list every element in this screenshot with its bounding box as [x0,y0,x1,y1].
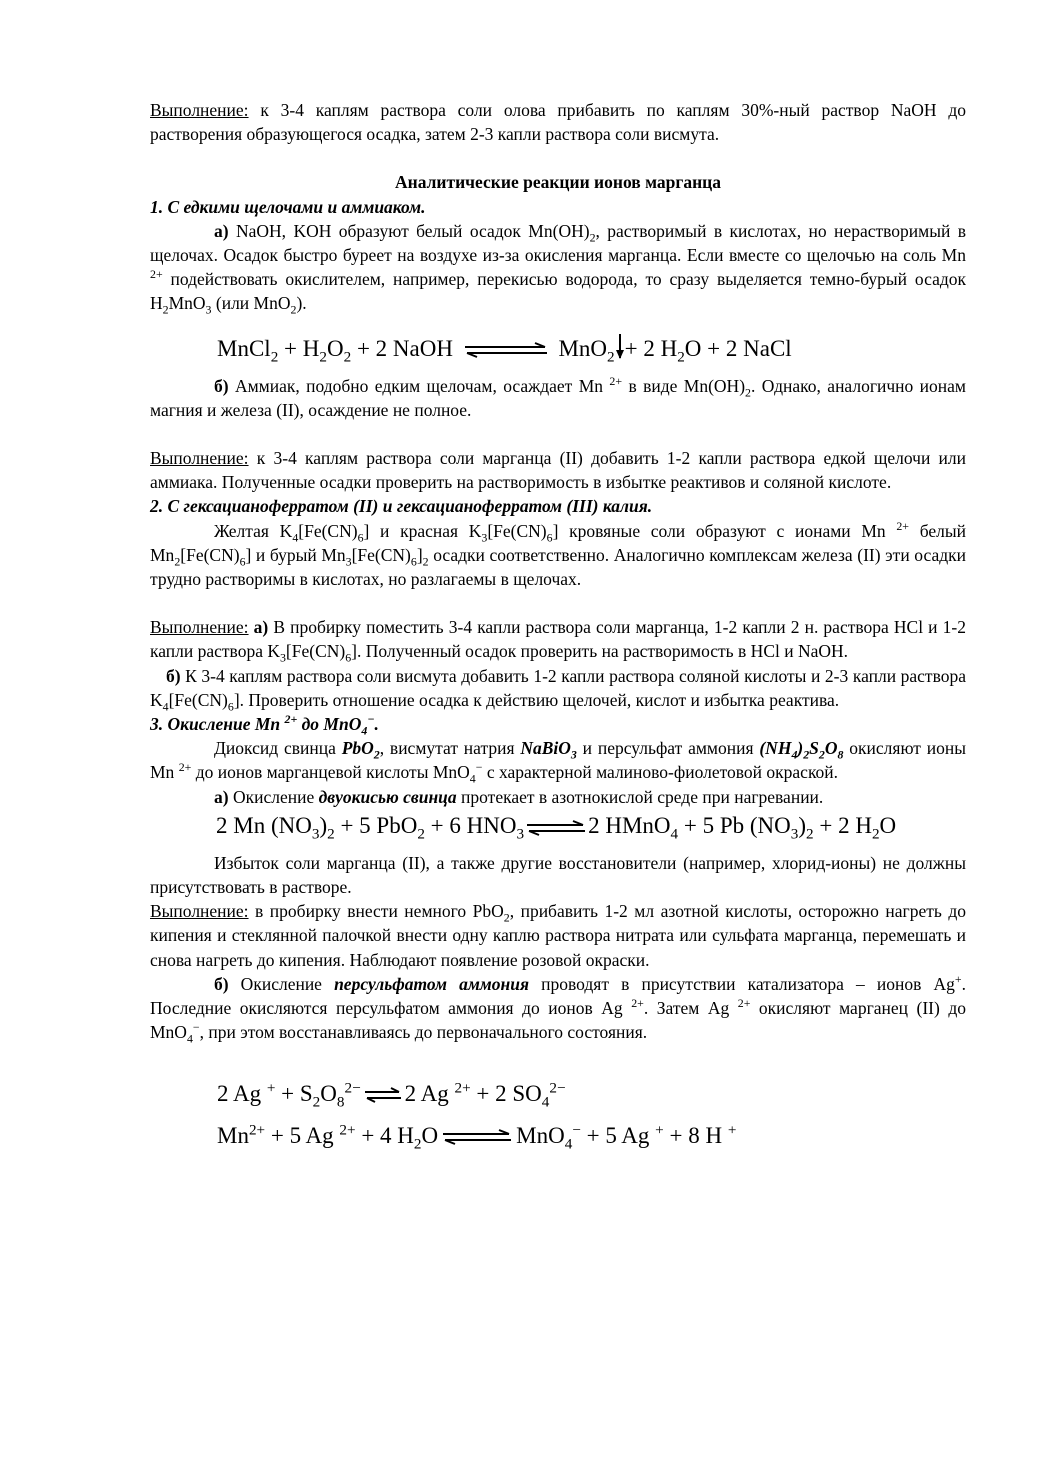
paragraph-procedure-2b: б) К 3-4 каплям раствора соли висмута добавить 1-2 капли раствора соляной кислоты и 2-3 капли раствора $K_4[Fe(CN)_6]$. Проверить отношение осадка к действию щелочей, кислот и избытка реактива. [150,665,966,714]
spacer [150,422,966,446]
paragraph-procedure-manganese: Выполнение: к 3-4 каплям раствора соли марганца (II) добавить 1-2 капли раствора едкой щелочи или аммиака. Полученные осадки проверить на растворимость в избытке реактивов и соляной кислоте. [150,448,966,493]
equation-3: 2 Ag $^+ + S_2O_8^{2-}$ 2 Ag $^{2+}$ + 2 $SO_4^{2-}$ [217,1078,566,1111]
subsection-title-1: 1. С едкими щелочами и аммиаком. [150,196,426,217]
equation-2: 2 Mn $(NO_3)_2 + 5$ PbO$_2$ + 6 $HNO_3$ 2 HMnO$_4$ + 5 Pb $(NO_3)_2 + 2$ $H_2O$ [216,812,897,843]
paragraph-procedure-2a: Выполнение: а) В пробирку поместить 3-4 капли раствора соли марганца, 1-2 капли 2 н. раствора HCl и 1-2 капли раствора $K_3[Fe(CN)_6]$. Полученный осадок проверить на растворимость в HCl и NaOH. [150,617,966,665]
subsection-title-2: 2. С гексацианоферратом (II) и гексацианоферратом (III) калия. [150,496,653,517]
paragraph-1b: б) Аммиак, подобно едким щелочам, осаждает Mn $^{2+}$ в виде $Mn(OH)_2$. Однако, аналогично ионам магния и железа (II), осаждение не полное. [150,373,966,420]
spacer [150,146,966,170]
paragraph-3a-note: Избыток соли марганца (II), а также другие восстановители (например, хлорид-ионы) не должны присутствовать в растворе. [150,852,966,898]
subsection-title-3: 3. Окисление Mn $^{2+}$ до MnO$_4$−. [150,712,379,738]
paragraph-2: Желтая $K_4[Fe(CN)_6]$ и красная $K_3[Fe(CN)_6]$ кровяные соли образуют с ионами Mn $^{2+}$ белый $Mn_2[Fe(CN)_6]$ и бурый $Mn_3[Fe(CN)_6]_2$ осадки соответственно. Аналогично комплексам железа (II) эти осадки трудно растворимы в кислотах, но разлагаемы в щелочах. [150,518,967,590]
equilibrium-arrow-icon [363,1087,403,1103]
spacer [150,591,966,615]
equilibrium-arrow-icon [463,342,549,358]
section-title: Аналитические реакции ионов марганца [394,172,722,193]
paragraph-3b: б) Окисление персульфатом аммония проводят в присутствии катализатора – ионов Ag+. Последние окисляются персульфатом аммония до ионов Ag $^{2+}$. Затем Ag $^{2+}$ окисляют марганец (II) до MnO$_4$−, при этом восстанавливаясь до первоначального состояния. [150,972,966,1046]
paragraph-3a: а) Окисление двуокисью свинца протекает в азотнокислой среде при нагревании. [214,786,824,807]
paragraph-procedure-3a: Выполнение: в пробирку внести немного PbO$_2$, прибавить 1-2 мл азотной кислоты, осторожно нагреть до кипения и стеклянной палочкой внести одну каплю раствора нитрата или сульфата марганца, перемешать и снова нагреть до кипения. Наблюдают появление розовой окраски. [150,901,967,970]
equilibrium-arrow-icon [525,820,587,836]
equation-4: $Mn^{2+} + 5$ Ag $^{2+}$ + 4 $H_2O$ MnO$_4$− + 5 Ag + + 8 H + [217,1120,737,1153]
paragraph-procedure-tin: Выполнение: к 3-4 каплям раствора соли олова прибавить по каплям 30%-ный раствор NaOH до растворения образующегося осадка, затем 2-3 капли раствора соли висмута. [150,100,966,145]
document-page [150,98,966,1151]
paragraph-1a: а) NaOH, KOH образуют белый осадок $Mn(OH)_2$, растворимый в кислотах, но нерастворимый в щелочах. Осадок быстро буреет на воздухе из-за окисления марганца. Если вместе со щелочью на соль Mn $^{2+}$ подействовать окислителем, например, перекисью водорода, то сразу выделяется темно-бурый осадок $H_2MnO_3$ (или MnO$_2$). [150,220,966,317]
precipitate-down-arrow-icon [615,334,625,360]
paragraph-3: Диоксид свинца PbO$_2$, висмутат натрия NaBiO$_3$ и персульфат аммония $(NH_4)_2S_2O_8$ окисляют ионы Mn $^{2+}$ до ионов марганцевой кислоты MnO$_4$− с характерной малиново-фиолетовой окраской. [150,738,966,786]
equilibrium-arrow-icon [441,1129,513,1145]
procedure-label: Выполнение: [150,100,249,120]
equation-1: MnCl$_2$ + $H_2O_2 + 2$ NaOH MnO$_2$ + 2 $H_2O + 2$ NaCl [217,335,792,366]
